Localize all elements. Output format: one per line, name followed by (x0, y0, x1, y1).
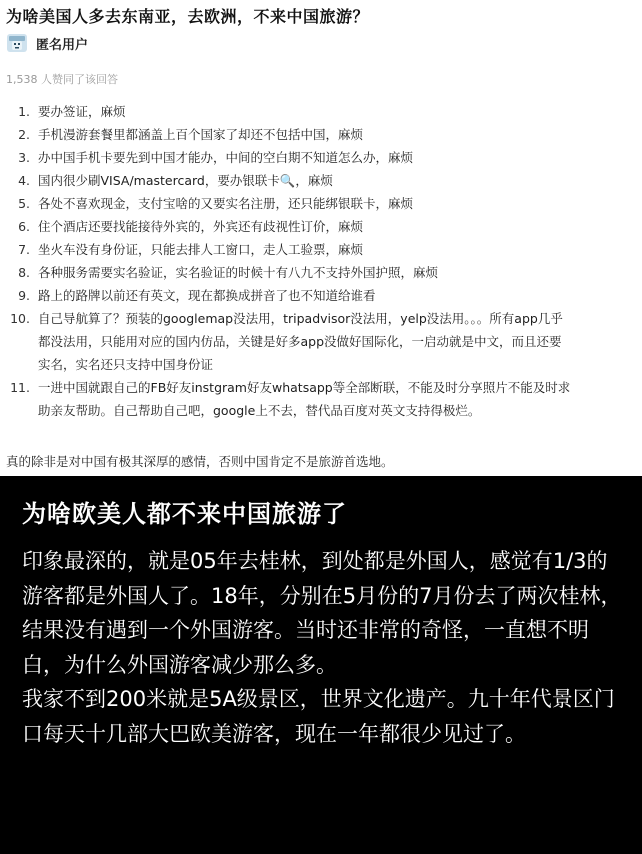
list-item-number: 2. (18, 127, 30, 142)
dark-post-card (0, 476, 642, 854)
list-item (6, 261, 636, 284)
list-item (6, 215, 636, 238)
list-item-text: 自己导航算了？预装的googlemap没法用，tripadvisor没法用，yelp没法用。。。所有app几乎 都没法用，只能用对应的国内仿品，关键是好多app没做好国际化，一启动就是中文，而且还要 实名，实名还只支持中国身份证 (38, 311, 563, 372)
anonymous-user-icon[interactable] (6, 33, 28, 53)
list-item (6, 307, 636, 376)
list-item-text: 坐火车没有身份证，只能去排人工窗口，走人工验票，麻烦 (38, 242, 364, 257)
list-item-number: 11. (10, 380, 30, 395)
list-item-text: 要办签证，麻烦 (38, 104, 126, 119)
list-item-number: 1. (18, 104, 30, 119)
post-paragraph: 印象最深的，就是05年去桂林，到处都是外国人，感觉有1/3的游客都是外国人了。18年，分别在5月份的7月份去了两次桂林，结果没有遇到一个外国游客。当时还非常的奇怪，一直想不明白，为什么外国游客减少那么多。 (22, 549, 622, 677)
author-row (6, 32, 88, 54)
list-item-text: 住个酒店还要找能接待外宾的，外宾还有歧视性订价，麻烦 (38, 219, 364, 234)
list-item-text: 各处不喜欢现金，支付宝啥的又要实名注册，还只能绑银联卡，麻烦 (38, 196, 414, 211)
answer-list (6, 100, 636, 422)
list-item-number: 10. (10, 311, 30, 326)
list-item-text: 一进中国就跟自己的FB好友instgram好友whatsapp等全部断联，不能及时分享照片不能及时求 助亲友帮助。自己帮助自己吧，google上不去，替代品百度对英文支持得极烂。 (38, 380, 571, 418)
list-item-number: 8. (18, 265, 30, 280)
list-item-text: 路上的路牌以前还有英文，现在都换成拼音了也不知道给谁看 (38, 288, 376, 303)
author-name[interactable]: 匿名用户 (36, 37, 89, 53)
list-item-number: 7. (18, 242, 30, 257)
list-item (6, 123, 636, 146)
list-item (6, 169, 636, 192)
list-item-text: 国内很少刷VISA/mastercard，要办银联卡🔍，麻烦 (38, 173, 333, 188)
list-item (6, 146, 636, 169)
list-item-text: 各种服务需要实名验证，实名验证的时候十有八九不支持外国护照，麻烦 (38, 265, 439, 280)
list-item-text: 办中国手机卡要先到中国才能办，中间的空白期不知道怎么办，麻烦 (38, 150, 414, 165)
post-paragraph: 我家不到200米就是5A级景区，世界文化遗产。九十年代景区门口每天十几部大巴欧美游客，现在一年都很少见过了。 (22, 687, 615, 746)
list-item-number: 4. (18, 173, 30, 188)
list-item-number: 9. (18, 288, 30, 303)
vote-count: 1,538 人赞同了该回答 (6, 73, 118, 86)
answer-conclusion: 真的除非是对中国有极其深厚的感情，否则中国肯定不是旅游首选地。 (6, 454, 394, 469)
list-item-number: 6. (18, 219, 30, 234)
post-title: 为啥欧美人都不来中国旅游了 (22, 500, 347, 528)
list-item (6, 284, 636, 307)
list-item-number: 5. (18, 196, 30, 211)
list-item (6, 100, 636, 123)
list-item (6, 376, 636, 422)
list-item (6, 238, 636, 261)
question-title[interactable]: 为啥美国人多去东南亚，去欧洲，不来中国旅游？ (6, 7, 370, 26)
post-body (22, 544, 626, 751)
list-item-number: 3. (18, 150, 30, 165)
list-item-text: 手机漫游套餐里都涵盖上百个国家了却还不包括中国，麻烦 (38, 127, 364, 142)
list-item (6, 192, 636, 215)
